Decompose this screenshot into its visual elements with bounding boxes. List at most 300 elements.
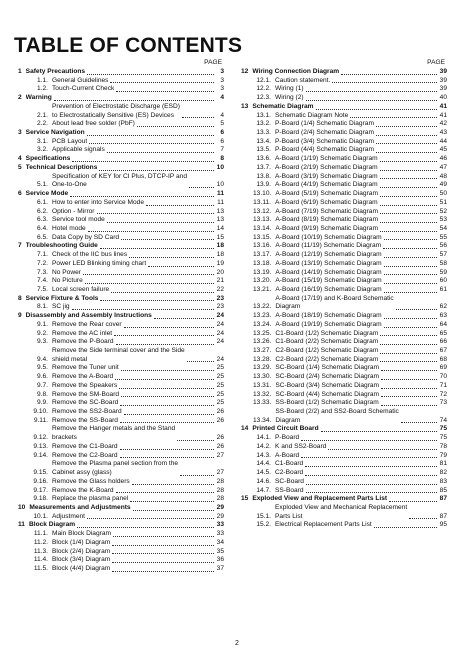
toc-entry-title-line: shield metal — [52, 355, 88, 363]
toc-subsection-entry[interactable] — [237, 321, 447, 330]
toc-entry-title: A-Board (9/19) Schematic Diagram — [275, 224, 378, 232]
toc-section-entry[interactable] — [14, 242, 224, 251]
toc-dot-leader — [381, 396, 437, 397]
toc-entry-number: 9.10. — [33, 408, 48, 416]
toc-entry-number: 5 — [18, 163, 22, 171]
toc-subsection-entry[interactable] — [237, 399, 447, 408]
toc-subsection-entry[interactable] — [237, 382, 447, 391]
toc-entry-number: 13.31. — [253, 381, 272, 389]
toc-subsection-entry[interactable] — [237, 295, 447, 312]
toc-entry-number: 9.16. — [33, 477, 48, 485]
toc-entry-title: Safety Precautions — [25, 68, 86, 75]
toc-subsection-entry[interactable] — [14, 530, 224, 539]
toc-dot-leader — [120, 422, 214, 423]
toc-subsection-entry[interactable] — [237, 269, 447, 278]
toc-entry-number: 3.2. — [37, 146, 48, 154]
toc-dot-leader — [384, 318, 437, 319]
toc-subsection-entry[interactable] — [237, 364, 447, 373]
toc-dot-leader — [380, 335, 437, 336]
toc-subsection-entry[interactable] — [14, 539, 224, 548]
toc-entry-page: 60 — [439, 277, 447, 285]
toc-entry-number: 13.22. — [253, 303, 272, 311]
toc-entry-title: A-Board (10/19) Schematic Diagram — [275, 233, 382, 241]
toc-entry-page: 4 — [220, 111, 224, 119]
toc-subsection-entry[interactable] — [237, 216, 447, 225]
toc-entry-number: 9.14. — [33, 451, 48, 459]
toc-entry-page: 42 — [439, 120, 447, 128]
toc-subsection-entry[interactable] — [237, 242, 447, 251]
toc-dot-leader — [384, 274, 437, 275]
toc-entry-number: 10.1. — [33, 512, 48, 520]
toc-entry-title: A-Board (12/19) Schematic Diagram — [275, 251, 382, 259]
toc-entry-number: 11.4. — [33, 556, 48, 564]
toc-subsection-entry[interactable] — [14, 269, 224, 278]
toc-subsection-entry[interactable] — [237, 138, 447, 147]
toc-subsection-entry[interactable] — [237, 356, 447, 365]
toc-entry-number: 9.2. — [37, 329, 48, 337]
toc-section-entry[interactable] — [14, 504, 224, 513]
toc-dot-leader — [380, 344, 437, 345]
toc-dot-leader — [177, 440, 214, 441]
toc-subsection-entry[interactable] — [14, 373, 224, 382]
toc-entry-page: 6 — [220, 137, 224, 145]
toc-entry-page: 47 — [439, 163, 447, 171]
toc-section-entry[interactable] — [14, 68, 224, 77]
toc-entry-number: 6 — [18, 190, 22, 198]
toc-entry-page: 26 — [216, 408, 224, 416]
toc-subsection-entry[interactable] — [237, 155, 447, 164]
toc-entry-page: 19 — [216, 259, 224, 267]
toc-entry-title — [275, 295, 393, 312]
toc-subsection-entry[interactable] — [14, 277, 224, 286]
toc-entry-number: 9.8. — [37, 390, 48, 398]
toc-entry-number: 9.18. — [33, 495, 48, 503]
toc-entry-page: 49 — [439, 181, 447, 189]
toc-entry-number: 13.3. — [256, 129, 271, 137]
toc-entry-number: 12 — [241, 68, 249, 75]
toc-entry-title: Replace the plasma panel — [52, 495, 129, 503]
toc-dot-leader — [301, 440, 437, 441]
toc-entry-title: P-Board (3/4) Schematic Diagram — [275, 137, 374, 145]
toc-subsection-entry[interactable] — [237, 391, 447, 400]
toc-dot-leader — [148, 266, 214, 267]
toc-dot-leader — [124, 414, 214, 415]
toc-section-entry[interactable] — [14, 164, 224, 173]
toc-entry-page: 25 — [216, 364, 224, 372]
toc-dot-leader — [180, 475, 214, 476]
toc-subsection-entry[interactable] — [14, 103, 224, 120]
toc-entry-page: 58 — [439, 259, 447, 267]
toc-subsection-entry[interactable] — [237, 181, 447, 190]
toc-subsection-entry[interactable] — [14, 556, 224, 565]
toc-subsection-entry[interactable] — [14, 330, 224, 339]
toc-entry-title: Service Fixture & Tools — [25, 294, 99, 302]
toc-entry-title: Data Copy by SD Card — [52, 233, 120, 241]
toc-dot-leader — [113, 536, 214, 537]
toc-entry-number: 13.1. — [256, 111, 271, 119]
toc-entry-number: 5.1. — [37, 181, 48, 189]
toc-subsection-entry[interactable] — [237, 286, 447, 295]
toc-section-entry[interactable] — [14, 295, 224, 304]
toc-subsection-entry[interactable] — [237, 330, 447, 339]
toc-section-entry[interactable] — [14, 312, 224, 321]
toc-section-entry[interactable] — [14, 190, 224, 199]
toc-subsection-entry[interactable] — [14, 513, 224, 522]
toc-entry-title: A-Board (16/19) Schematic Diagram — [275, 285, 382, 293]
toc-entry-title: C2-Board (1/2) Schematic Diagram — [275, 347, 379, 354]
toc-entry-number: 13.30. — [253, 373, 272, 381]
toc-entry-title: P-Board (1/4) Schematic Diagram — [275, 120, 374, 128]
toc-entry-number: 2 — [18, 94, 22, 102]
toc-entry-title-line: SS-Board (2/2) and SS2-Board Schematic — [275, 408, 399, 416]
toc-dot-leader — [380, 213, 437, 214]
toc-subsection-entry[interactable] — [237, 129, 447, 138]
toc-entry-number: 9.4. — [37, 355, 48, 363]
toc-entry-number: 9 — [18, 312, 22, 320]
toc-section-entry[interactable] — [237, 495, 447, 504]
toc-entry-number: 13.10. — [253, 190, 272, 198]
toc-dot-leader — [401, 422, 437, 423]
toc-entry-number: 13.16. — [253, 242, 272, 250]
toc-entry-title — [52, 460, 178, 477]
toc-entry-page: 69 — [439, 364, 447, 372]
toc-dot-leader — [120, 449, 214, 450]
toc-entry-page: 87 — [439, 512, 447, 520]
toc-subsection-entry[interactable] — [14, 173, 224, 190]
toc-subsection-entry[interactable] — [237, 277, 447, 286]
toc-subsection-entry[interactable] — [14, 85, 224, 94]
toc-entry-number: 2.2. — [37, 120, 48, 128]
toc-entry-title: Option - Mirror — [52, 207, 95, 215]
toc-subsection-entry[interactable] — [237, 77, 447, 86]
toc-dot-leader — [121, 239, 214, 240]
toc-entry-page: 27 — [216, 469, 224, 477]
toc-entry-page: 8 — [220, 155, 224, 163]
toc-entry-title: Schematic Diagram — [252, 102, 314, 110]
toc-subsection-entry[interactable] — [14, 425, 224, 442]
toc-subsection-entry[interactable] — [237, 460, 447, 469]
toc-entry-page: 56 — [439, 242, 447, 250]
toc-entry-title-line: Diagram — [275, 303, 301, 311]
toc-subsection-entry[interactable] — [237, 94, 447, 103]
toc-dot-leader — [376, 135, 437, 136]
toc-subsection-entry[interactable] — [14, 338, 224, 347]
toc-section-entry[interactable] — [237, 103, 447, 112]
toc-dot-leader — [381, 370, 437, 371]
toc-entry-page: 13 — [216, 207, 224, 215]
toc-dot-leader — [116, 344, 214, 345]
toc-dot-leader — [381, 379, 437, 380]
toc-subsection-entry[interactable] — [14, 391, 224, 400]
toc-entry-title: Adjustment — [52, 512, 85, 520]
toc-entry-number: 7.1. — [37, 251, 48, 259]
toc-entry-title: PCB Layout — [52, 137, 88, 145]
toc-dot-leader — [72, 309, 214, 310]
toc-entry-title: Touch-Current Check — [52, 85, 115, 93]
toc-subsection-entry[interactable] — [237, 478, 447, 487]
toc-dot-leader — [88, 231, 214, 232]
toc-subsection-entry[interactable] — [14, 452, 224, 461]
toc-subsection-entry[interactable] — [237, 347, 447, 356]
toc-subsection-entry[interactable] — [14, 120, 224, 129]
toc-dot-leader — [83, 274, 214, 275]
toc-dot-leader — [121, 396, 214, 397]
toc-subsection-entry[interactable] — [14, 478, 224, 487]
toc-subsection-entry[interactable] — [14, 487, 224, 496]
toc-subsection-entry[interactable] — [237, 260, 447, 269]
toc-dot-leader — [111, 292, 214, 293]
toc-subsection-entry[interactable] — [14, 364, 224, 373]
toc-subsection-entry[interactable] — [14, 321, 224, 330]
toc-entry-title-line: Diagram — [275, 416, 301, 424]
page-number: 2 — [235, 640, 239, 647]
toc-dot-leader — [384, 266, 437, 267]
toc-entry-page: 87 — [439, 495, 447, 503]
toc-dot-leader — [119, 388, 214, 389]
toc-entry-page: 34 — [216, 538, 224, 546]
toc-section-entry[interactable] — [237, 425, 447, 434]
toc-dot-leader — [130, 501, 214, 502]
toc-entry-title: C2-Board — [275, 469, 304, 477]
toc-entry-page: 28 — [216, 495, 224, 503]
toc-dot-leader — [116, 492, 214, 493]
toc-entry-title — [52, 425, 175, 442]
toc-subsection-entry[interactable] — [237, 234, 447, 243]
toc-entry-title: SC-Board (3/4) Schematic Diagram — [275, 381, 380, 389]
toc-dot-leader — [306, 492, 437, 493]
toc-subsection-entry[interactable] — [237, 452, 447, 461]
toc-subsection-entry[interactable] — [14, 565, 224, 574]
toc-left-column — [14, 58, 224, 574]
toc-entry-number: 14.6. — [256, 477, 271, 485]
toc-entry-title — [52, 173, 187, 190]
toc-subsection-entry[interactable] — [14, 225, 224, 234]
toc-subsection-entry[interactable] — [14, 216, 224, 225]
toc-subsection-entry[interactable] — [237, 85, 447, 94]
toc-subsection-entry[interactable] — [14, 347, 224, 364]
toc-dot-leader — [376, 126, 437, 127]
toc-dot-leader — [121, 370, 214, 371]
toc-entry-title: Hotel mode — [52, 224, 86, 232]
toc-dot-leader — [182, 117, 214, 118]
toc-entry-title: Block (3/4) Diagram — [52, 556, 111, 564]
toc-entry-number: 13.28. — [253, 355, 272, 363]
toc-entry-page: 50 — [439, 190, 447, 198]
toc-dot-leader — [112, 553, 214, 554]
toc-section-entry[interactable] — [237, 68, 447, 77]
toc-entry-title: P-Board (4/4) Schematic Diagram — [275, 146, 374, 154]
toc-subsection-entry[interactable] — [237, 120, 447, 129]
toc-dot-leader — [116, 91, 214, 92]
toc-entry-number: 9.5. — [37, 364, 48, 372]
toc-dot-leader — [107, 152, 214, 153]
toc-subsection-entry[interactable] — [14, 460, 224, 477]
toc-entry-page: 72 — [439, 390, 447, 398]
toc-entry-title: Remove the SS2-Board — [52, 408, 122, 416]
toc-entry-number: 13.14. — [253, 224, 272, 232]
toc-subsection-entry[interactable] — [14, 495, 224, 504]
toc-dot-leader — [380, 161, 437, 162]
toc-entry-title: C1-Board (1/2) Schematic Diagram — [275, 329, 379, 337]
toc-entry-title: C1-Board (2/2) Schematic Diagram — [275, 338, 379, 346]
toc-entry-page: 25 — [216, 390, 224, 398]
toc-section-entry[interactable] — [14, 155, 224, 164]
toc-entry-title: A-Board (19/19) Schematic Diagram — [275, 320, 382, 328]
toc-entry-page: 29 — [216, 512, 224, 520]
toc-subsection-entry[interactable] — [14, 208, 224, 217]
toc-dot-leader — [384, 239, 437, 240]
toc-entry-title: Remove the Glass holders — [52, 477, 130, 485]
toc-dot-leader — [380, 187, 437, 188]
toc-subsection-entry[interactable] — [14, 138, 224, 147]
toc-entry-number: 13.8. — [256, 172, 271, 180]
toc-entry-number: 14.5. — [256, 469, 271, 477]
toc-subsection-entry[interactable] — [14, 199, 224, 208]
toc-dot-leader — [409, 518, 437, 519]
toc-entry-number: 13.13. — [253, 216, 272, 224]
toc-subsection-entry[interactable] — [14, 399, 224, 408]
toc-subsection-entry[interactable] — [14, 286, 224, 295]
toc-entry-title: SC-Board (2/4) Schematic Diagram — [275, 373, 380, 381]
toc-entry-number: 3.1. — [37, 137, 48, 145]
toc-entry-number: 13.15. — [253, 233, 272, 241]
toc-subsection-entry[interactable] — [14, 408, 224, 417]
toc-subsection-entry[interactable] — [237, 146, 447, 155]
toc-entry-number: 9.15. — [33, 469, 48, 477]
toc-subsection-entry[interactable] — [237, 208, 447, 217]
toc-subsection-entry[interactable] — [237, 225, 447, 234]
toc-subsection-entry[interactable] — [237, 199, 447, 208]
toc-subsection-entry[interactable] — [14, 382, 224, 391]
toc-entry-title: Block (4/4) Diagram — [52, 564, 111, 572]
toc-subsection-entry[interactable] — [237, 434, 447, 443]
toc-dot-leader — [87, 518, 214, 519]
toc-subsection-entry[interactable] — [237, 469, 447, 478]
toc-entry-number: 11.5. — [33, 564, 48, 572]
toc-entry-title: About lead free solder (PbF) — [52, 120, 135, 128]
toc-entry-number: 7.5. — [37, 285, 48, 293]
toc-entry-number: 7.3. — [37, 268, 48, 276]
toc-entry-number: 13.21. — [253, 285, 272, 293]
toc-subsection-entry[interactable] — [14, 443, 224, 452]
toc-subsection-entry[interactable] — [237, 338, 447, 347]
toc-subsection-entry[interactable] — [237, 312, 447, 321]
toc-subsection-entry[interactable] — [14, 77, 224, 86]
toc-entry-number: 7.4. — [37, 277, 48, 285]
toc-entry-page: 5 — [220, 120, 224, 128]
toc-entry-page: 37 — [216, 564, 224, 572]
toc-entry-number: 13.5. — [256, 146, 271, 154]
toc-entry-title: A-Board (1/19) Schematic Diagram — [275, 155, 378, 163]
toc-entry-page: 70 — [439, 373, 447, 381]
toc-entry-title: Remove the C2-Board — [52, 451, 118, 459]
toc-entry-number: 6.4. — [37, 224, 48, 232]
toc-subsection-entry[interactable] — [237, 373, 447, 382]
toc-subsection-entry[interactable] — [237, 173, 447, 182]
toc-subsection-entry[interactable] — [237, 164, 447, 173]
toc-subsection-entry[interactable] — [237, 190, 447, 199]
toc-subsection-entry[interactable] — [14, 548, 224, 557]
toc-subsection-entry[interactable] — [14, 417, 224, 426]
toc-entry-page: 21 — [216, 277, 224, 285]
toc-entry-page: 41 — [439, 102, 447, 110]
toc-entry-page: 3 — [220, 68, 224, 75]
toc-entry-number: 13.6. — [256, 155, 271, 163]
toc-entry-page: 73 — [439, 399, 447, 407]
toc-subsection-entry[interactable] — [14, 251, 224, 260]
toc-entry-page: 14 — [216, 224, 224, 232]
toc-entry-number: 8.1. — [37, 303, 48, 311]
toc-entry-page: 71 — [439, 381, 447, 389]
toc-section-entry[interactable] — [14, 129, 224, 138]
toc-dot-leader — [85, 283, 214, 284]
toc-subsection-entry[interactable] — [237, 251, 447, 260]
toc-subsection-entry[interactable] — [14, 303, 224, 312]
toc-entry-title: Remove the SS-Board — [52, 416, 118, 424]
toc-entry-title: Power LED Blinking timing chart — [52, 259, 147, 267]
toc-entry-title: Block (1/4) Diagram — [52, 538, 111, 546]
toc-dot-leader — [321, 431, 437, 432]
toc-subsection-entry[interactable] — [14, 260, 224, 269]
toc-entry-number: 9.13. — [33, 442, 48, 450]
toc-entry-page: 51 — [439, 198, 447, 206]
toc-entry-title-line: Remove the Plasma panel section from the — [52, 460, 179, 468]
toc-subsection-entry[interactable] — [237, 521, 447, 530]
toc-dot-leader — [70, 196, 214, 197]
toc-subsection-entry[interactable] — [237, 487, 447, 496]
toc-subsection-entry[interactable] — [14, 146, 224, 155]
toc-entry-number: 6.1. — [37, 198, 48, 206]
toc-entry-page: 41 — [439, 111, 447, 119]
toc-subsection-entry[interactable] — [237, 443, 447, 452]
toc-entry-title: A-Board (15/19) Schematic Diagram — [275, 277, 382, 285]
toc-entry-page: 55 — [439, 233, 447, 241]
toc-section-entry[interactable] — [14, 521, 224, 530]
toc-entry-number: 6.3. — [37, 216, 48, 224]
toc-dot-leader — [374, 527, 437, 528]
toc-entry-title: Remove the P-Board — [52, 338, 114, 346]
toc-subsection-entry[interactable] — [237, 112, 447, 121]
toc-entry-title: Applicable signals — [52, 146, 105, 154]
toc-dot-leader — [381, 405, 437, 406]
toc-entry-number: 12.2. — [256, 85, 271, 93]
toc-entry-page: 63 — [439, 312, 447, 320]
toc-entry-number: 8 — [18, 294, 22, 302]
toc-dot-leader — [384, 327, 437, 328]
toc-entry-page: 4 — [220, 94, 224, 102]
toc-entry-title: A-Board (6/19) Schematic Diagram — [275, 198, 378, 206]
toc-section-entry[interactable] — [14, 94, 224, 103]
toc-entry-number: 13.32. — [253, 390, 272, 398]
toc-entry-title: K and SS2-Board — [275, 442, 327, 450]
toc-entry-number: 15.2. — [256, 521, 271, 529]
toc-entry-page: 40 — [439, 94, 447, 102]
toc-entry-number: 13.12. — [253, 207, 272, 215]
toc-entry-title-line: Exploded View and Mechanical Replacement — [275, 503, 408, 511]
toc-entry-title: Remove the K-Board — [52, 486, 114, 494]
toc-dot-leader — [189, 187, 214, 188]
toc-dot-leader — [305, 466, 437, 467]
toc-subsection-entry[interactable] — [237, 408, 447, 425]
toc-subsection-entry[interactable] — [237, 504, 447, 521]
toc-entry-title — [52, 103, 180, 120]
toc-entry-title: Check of the IIC bus lines — [52, 251, 128, 259]
toc-entry-number: 1.1. — [37, 76, 48, 84]
toc-subsection-entry[interactable] — [14, 234, 224, 243]
toc-dot-leader — [112, 545, 214, 546]
toc-entry-title-line: Parts List — [275, 512, 303, 520]
toc-entry-title-line: A-Board (17/19) and K-Board Schematic — [275, 294, 394, 302]
